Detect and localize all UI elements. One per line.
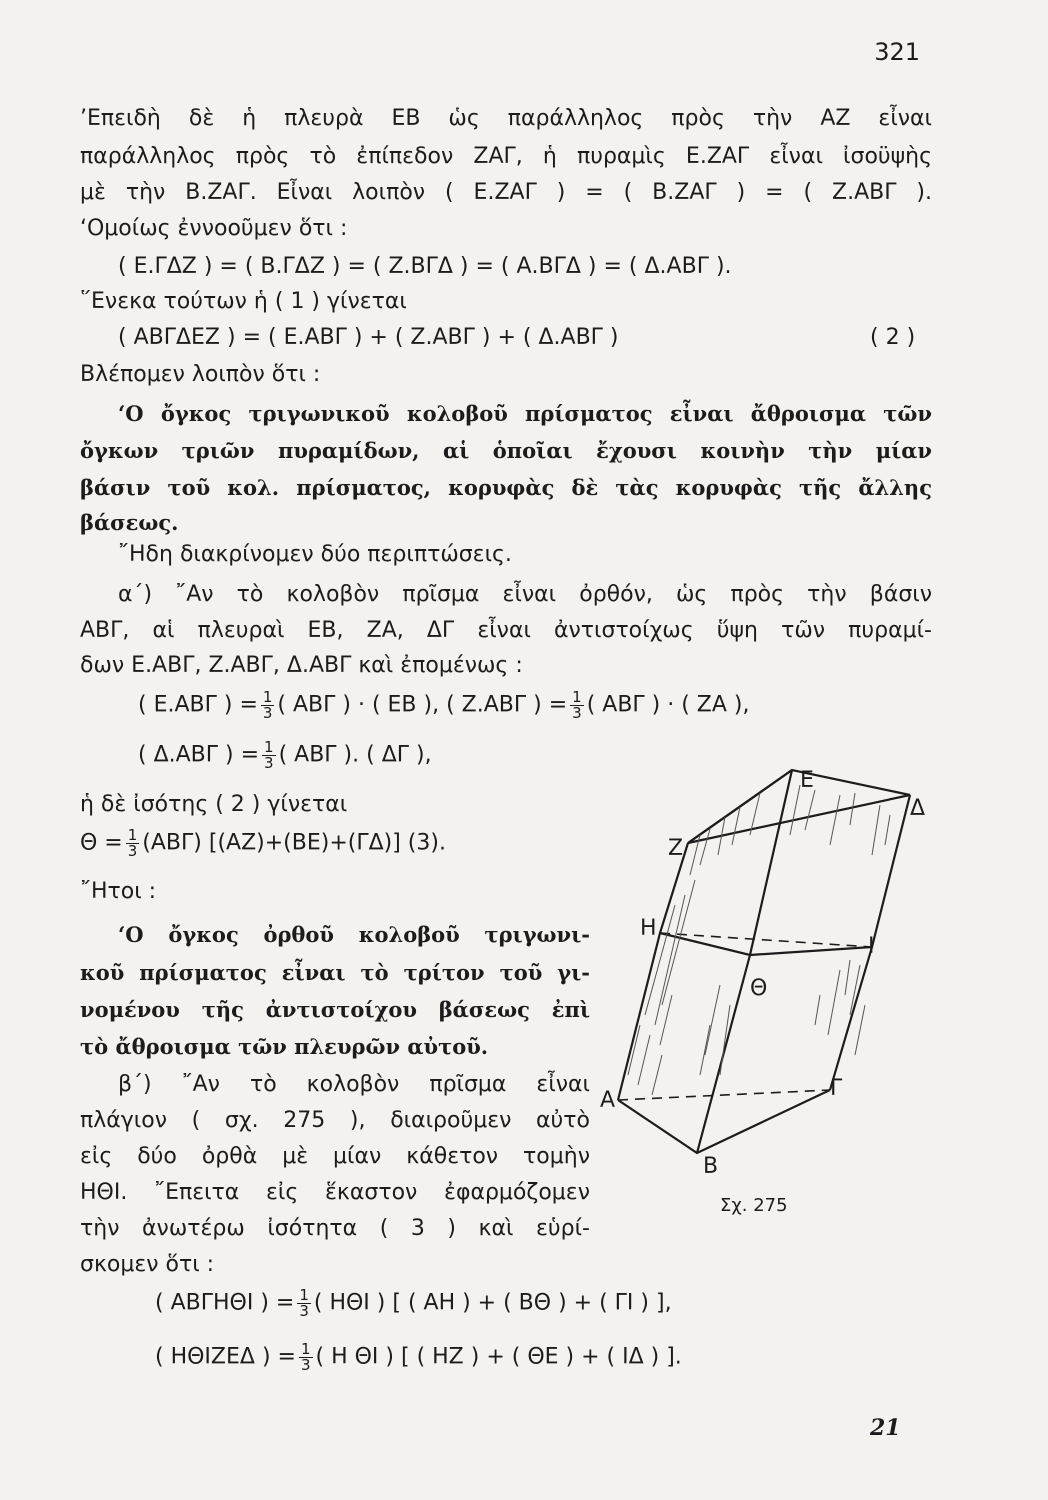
section-hti (660, 933, 872, 955)
figure-caption: Σχ. 275 (720, 1195, 788, 1216)
label-d: Δ (910, 796, 926, 821)
label-e: Ε (800, 768, 814, 793)
footer-number: 21 (870, 1415, 901, 1441)
text-line: ’Επειδὴ δὲ ἡ πλευρὰ ΕΒ ὡς παράλληλος πρὸς τὴν ΑΖ εἶναι (80, 106, 932, 131)
text-line: β΄) ῎Αν τὸ κολοβὸν πρῖσμα εἶναι (118, 1072, 590, 1097)
prism-figure (600, 755, 940, 1185)
equation-b: ( Δ.ΑΒΓ ) = $\frac{1}{3}$ ( ΑΒΓ ). ( ΔΓ ), (138, 738, 432, 772)
theorem-line: κοῦ πρίσματος εἶναι τὸ τρίτον τοῦ γι- (80, 960, 590, 985)
theorem-line: βάσεως. (80, 510, 179, 535)
equation-d: ( ΑΒΓΗΘΙ ) = $\frac{1}{3}$ ( ΗΘΙ ) [ ( ΑΗ ) + ( ΒΘ ) + ( ΓΙ ) ], (155, 1286, 672, 1320)
text-line: α΄) ῎Αν τὸ κολοβὸν πρῖσμα εἶναι ὀρθόν, ὡς πρὸς τὴν βάσιν (118, 582, 932, 607)
equation-a: ( Ε.ΑΒΓ ) = $\frac{1}{3}$ ( ΑΒΓ ) · ( ΕΒ ), ( Ζ.ΑΒΓ ) = $\frac{1}{3}$ ( ΑΒΓ ) · ( ΖΑ ), (138, 688, 750, 722)
equation-line: ( ΑΒΓΔΕΖ ) = ( Ε.ΑΒΓ ) + ( Ζ.ΑΒΓ ) + ( Δ.ΑΒΓ ) (118, 325, 619, 350)
equation-c: Θ = $\frac{1}{3}$ (ΑΒΓ) [(ΑΖ)+(ΒΕ)+(ΓΔ)] (3). (80, 826, 446, 860)
equation-e: ( ΗΘΙΖΕΔ ) = $\frac{1}{3}$ ( Η ΘΙ ) [ ( ΗΖ ) + ( ΘΕ ) + ( ΙΔ ) ]. (155, 1340, 682, 1374)
page-number: 321 (874, 38, 920, 66)
text-line: τὴν ἀνωτέρω ἰσότητα ( 3 ) καὶ εὑρί- (80, 1216, 590, 1241)
theorem-line: νομένου τῆς ἀντιστοίχου βάσεως ἐπὶ (80, 997, 590, 1022)
text-line: σκομεν ὅτι : (80, 1252, 215, 1277)
equation-number: ( 2 ) (870, 325, 916, 350)
label-a: Α (600, 1088, 616, 1113)
label-theta: Θ (750, 976, 768, 1001)
theorem-line: τὸ ἄθροισμα τῶν πλευρῶν αὐτοῦ. (80, 1034, 489, 1059)
text-line: ἡ δὲ ἰσότης ( 2 ) γίνεται (80, 792, 348, 817)
text-line: ΑΒΓ, αἱ πλευραὶ ΕΒ, ΖΑ, ΔΓ εἶναι ἀντιστοίχως ὕψη τῶν πυραμί- (80, 618, 932, 643)
text-line: ῎Ηδη διακρίνομεν δύο περιπτώσεις. (118, 542, 512, 567)
theorem-line: ὄγκων τριῶν πυραμίδων, αἱ ὁποῖαι ἔχουσι κοινὴν τὴν μίαν (80, 438, 932, 463)
text-line: μὲ τὴν Β.ΖΑΓ. Εἶναι λοιπὸν ( Ε.ΖΑΓ ) = ( Β.ΖΑΓ ) = ( Ζ.ΑΒΓ ). (80, 180, 932, 205)
text-line: ῎Ητοι : (80, 879, 157, 904)
edge-za (618, 843, 688, 1100)
label-b: Β (703, 1154, 719, 1179)
theorem-line: βάσιν τοῦ κολ. πρίσματος, κορυφὰς δὲ τὰς κορυφὰς τῆς ἄλλης (80, 475, 932, 500)
theorem-line: ‘Ο ὄγκος ὀρθοῦ κολοβοῦ τριγωνι- (118, 922, 590, 947)
label-g: Γ (830, 1076, 843, 1101)
label-h: Η (640, 916, 657, 941)
top-face (688, 770, 910, 843)
theorem-line: ‘Ο ὄγκος τριγωνικοῦ κολοβοῦ πρίσματος εἶναι ἄθροισμα τῶν (118, 401, 932, 426)
text-line: δων Ε.ΑΒΓ, Ζ.ΑΒΓ, Δ.ΑΒΓ καὶ ἐπομένως : (80, 653, 523, 678)
text-line: εἰς δύο ὀρθὰ μὲ μίαν κάθετον τομὴν (80, 1144, 590, 1169)
equation-line: ( Ε.ΓΔΖ ) = ( Β.ΓΔΖ ) = ( Ζ.ΒΓΔ ) = ( Α.ΒΓΔ ) = ( Δ.ΑΒΓ ). (118, 254, 732, 279)
label-i: Ι (868, 934, 875, 959)
text-line: παράλληλος πρὸς τὸ ἐπίπεδον ΖΑΓ, ἡ πυραμὶς Ε.ΖΑΓ εἶναι ἰσοϋψὴς (80, 144, 932, 169)
text-line: πλάγιον ( σχ. 275 ), διαιροῦμεν αὐτὸ (80, 1108, 590, 1133)
text-line: ῞Ενεκα τούτων ἡ ( 1 ) γίνεται (80, 289, 407, 314)
label-z: Ζ (668, 836, 684, 861)
text-line: ΗΘΙ. ῎Επειτα εἰς ἕκαστον ἐφαρμόζομεν (80, 1180, 590, 1205)
text-line: ‘Ομοίως ἐννοοῦμεν ὅτι : (80, 216, 348, 241)
bottom-face (618, 1090, 830, 1153)
text-line: Βλέπομεν λοιπὸν ὅτι : (80, 362, 321, 387)
